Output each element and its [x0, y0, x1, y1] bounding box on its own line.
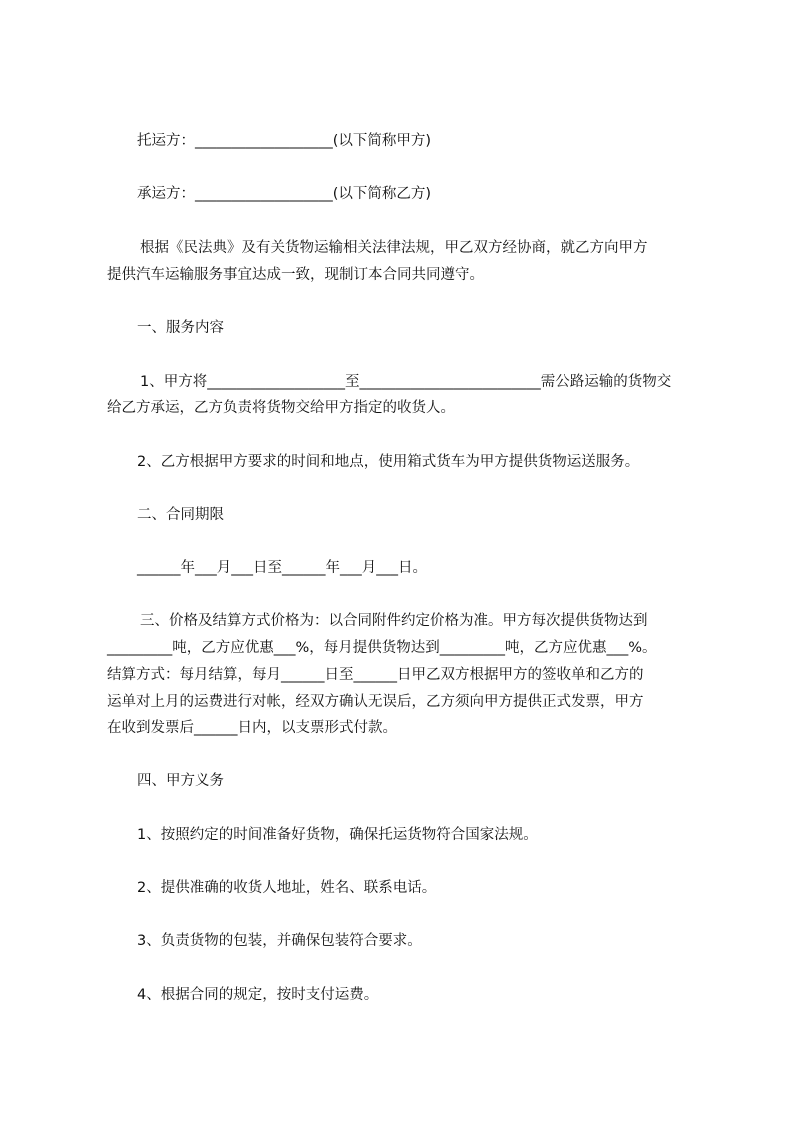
section-4-heading: 四、甲方义务 [137, 773, 224, 789]
consignor-line: 托运方：___________________(以下简称甲方) [137, 133, 432, 149]
section-4-item-1: 1、按照约定的时间准备好货物，确保托运货物符合国家法规。 [137, 827, 538, 843]
section-1-item-1-line-1: 1、甲方将___________________至_________________________需公路运输的货物交 [140, 374, 672, 390]
section-3-line-1: 三、价格及结算方式价格为：以合同附件约定价格为准。甲方每次提供货物达到 [140, 613, 648, 629]
section-1-item-2: 2、乙方根据甲方要求的时间和地点，使用箱式货车为甲方提供货物运送服务。 [137, 454, 640, 470]
section-3-line-2: _________吨，乙方应优惠___%，每月提供货物达到_________吨，乙方应优惠___%。 [107, 640, 657, 656]
section-4-item-2: 2、提供准确的收货人地址，姓名、联系电话。 [137, 880, 437, 896]
section-3-line-5: 在收到发票后______日内，以支票形式付款。 [107, 720, 397, 736]
section-3-line-3: 结算方式：每月结算，每月______日至______日甲乙双方根据甲方的签收单和乙方的 [107, 667, 644, 683]
section-2-heading: 二、合同期限 [137, 507, 224, 523]
carrier-line: 承运方：___________________(以下简称乙方) [137, 186, 432, 202]
preamble-line-1: 根据《民法典》及有关货物运输相关法律法规，甲乙双方经协商，就乙方向甲方 [140, 240, 648, 256]
preamble-line-2: 提供汽车运输服务事宜达成一致，现制订本合同共同遵守。 [107, 267, 484, 283]
section-2-term: ______年___月___日至______年___月___日。 [137, 560, 427, 576]
section-4-item-4: 4、根据合同的规定，按时支付运费。 [137, 987, 379, 1003]
section-1-item-1-line-2: 给乙方承运，乙方负责将货物交给甲方指定的收货人。 [107, 400, 455, 416]
section-3-line-4: 运单对上月的运费进行对帐，经双方确认无误后，乙方须向甲方提供正式发票，甲方 [107, 694, 644, 710]
section-1-heading: 一、服务内容 [137, 320, 224, 336]
section-4-item-3: 3、负责货物的包装，并确保包装符合要求。 [137, 933, 422, 949]
